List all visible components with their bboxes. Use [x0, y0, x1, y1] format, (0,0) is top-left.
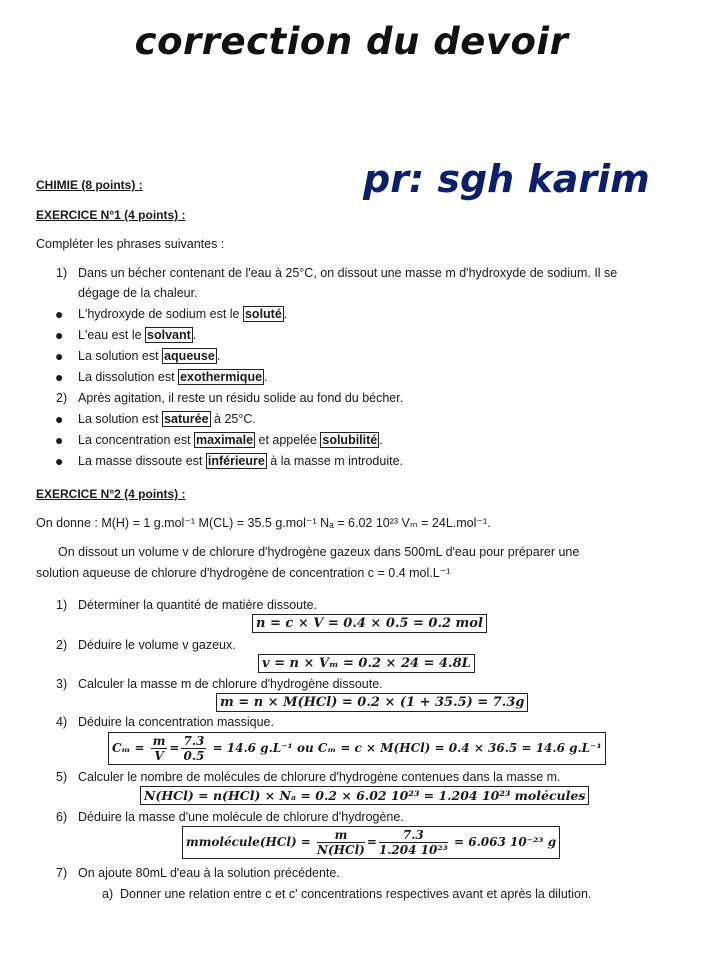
ex2-q7a: a) Donner une relation entre c et c' concentrations respectives avant et après la dilution.: [102, 887, 592, 901]
list-item: ● La solution est aqueuse .: [55, 348, 221, 364]
q-number: 6): [56, 810, 68, 824]
fraction: $\frac{7.3}{\text{1.204 10²³}}$: [378, 828, 448, 857]
answer-box: aqueuse: [164, 349, 215, 363]
answer-formula: v = n × Vₘ = 0.2 × 24 = 4.8L: [258, 654, 475, 673]
ex2-q7: 7) On ajoute 80mL d'eau à la solution précédente.: [56, 866, 340, 880]
answer-formula: Cₘ = $\frac{m}{V}$ = $\frac{7.3}{0.5}$ = 14.6 g.L⁻¹ ou Cₘ = c × M(HCl) = 0.4 × 36.5 = 14.6 g.L⁻¹: [108, 732, 606, 765]
answer-box: solvant: [147, 328, 191, 342]
answer-formula: N(HCl) = n(HCl) × Nₐ = 0.2 × 6.02 10²³ = 1.204 10²³ molécules: [140, 786, 589, 805]
list-item: ● L'eau est le solvant .: [55, 327, 197, 343]
ex1-header: EXERCICE N°1 (4 points) :: [36, 208, 186, 222]
ex2-para1: On dissout un volume v de chlorure d'hydrogène gazeux dans 500mL d'eau pour préparer une: [58, 545, 580, 559]
ex2-q5: 5) Calculer le nombre de molécules de chlorure d'hydrogène contenues dans la masse m.: [56, 770, 561, 784]
page-title: correction du devoir: [134, 20, 569, 63]
list-item: ● La solution est saturée à 25°C.: [55, 411, 256, 427]
ex2-q3: 3) Calculer la masse m de chlorure d'hydrogène dissoute.: [56, 677, 383, 691]
q-number: 1): [56, 266, 68, 280]
answer-box: inférieure: [207, 454, 265, 468]
q-number: 2): [56, 391, 68, 405]
answer-box: exothermique: [180, 370, 263, 384]
bullet-icon: ●: [55, 327, 64, 343]
answer-formula: mmolécule(HCl) = $\frac{m}{\text{N(HCl)}}$ = $\frac{7.3}{\text{1.204 10²³}}$ = 6.063 10⁻²³ g: [182, 826, 560, 859]
ex2-q6: 6) Déduire la masse d'une molécule de chlorure d'hydrogène.: [56, 810, 404, 824]
q-number: 4): [56, 715, 68, 729]
ex2-q1: 1) Déterminer la quantité de matière dissoute.: [56, 598, 318, 612]
ex2-header: EXERCICE N°2 (4 points) :: [36, 487, 186, 501]
list-item: ● La masse dissoute est inférieure à la masse m introduite.: [55, 453, 403, 469]
q-letter: a): [102, 887, 114, 901]
answer-box: saturée: [164, 412, 209, 426]
q-number: 5): [56, 770, 68, 784]
answer-formula: m = n × M(HCl) = 0.2 × (1 + 35.5) = 7.3g: [216, 693, 528, 712]
answer-box: solubilité: [322, 433, 378, 447]
fraction: $\frac{m}{V}$: [152, 734, 166, 763]
bullet-icon: ●: [55, 411, 64, 427]
ex2-q2: 2) Déduire le volume v gazeux.: [56, 638, 236, 652]
q-number: 1): [56, 598, 68, 612]
ex1-q1: 1) Dans un bécher contenant de l'eau à 25°C, on dissout une masse m d'hydroxyde de sodium. Il se: [56, 266, 618, 280]
list-item: ● La concentration est maximale et appelée solubilité .: [55, 432, 383, 448]
bullet-icon: ●: [55, 453, 64, 469]
chimie-header: CHIMIE (8 points) :: [36, 178, 143, 192]
ex2-given: On donne : M(H) = 1 g.mol⁻¹ M(CL) = 35.5 g.mol⁻¹ Nₐ = 6.02 10²³ Vₘ = 24L.mol⁻¹.: [36, 516, 491, 530]
ex2-para2: solution aqueuse de chlorure d'hydrogène de concentration c = 0.4 mol.L⁻¹: [36, 566, 451, 580]
list-item: ● La dissolution est exothermique .: [55, 369, 268, 385]
bullet-icon: ●: [55, 369, 64, 385]
author-name: pr: sgh karim: [363, 157, 650, 201]
bullet-icon: ●: [55, 432, 64, 448]
fraction: $\frac{m}{\text{N(HCl)}}$: [317, 828, 365, 857]
answer-formula: n = c × V = 0.4 × 0.5 = 0.2 mol: [252, 614, 487, 633]
ex1-q1-cont: dégage de la chaleur.: [78, 286, 198, 300]
ex1-q2: 2) Après agitation, il reste un résidu solide au fond du bécher.: [56, 391, 404, 405]
ex1-intro: Compléter les phrases suivantes :: [36, 237, 225, 251]
fraction: $\frac{7.3}{0.5}$: [183, 734, 205, 763]
q-number: 7): [56, 866, 68, 880]
ex2-q4: 4) Déduire la concentration massique.: [56, 715, 274, 729]
q-number: 3): [56, 677, 68, 691]
q-number: 2): [56, 638, 68, 652]
answer-box: soluté: [244, 307, 282, 321]
bullet-icon: ●: [55, 306, 64, 322]
list-item: ● L'hydroxyde de sodium est le soluté .: [55, 306, 288, 322]
bullet-icon: ●: [55, 348, 64, 364]
answer-box: maximale: [196, 433, 254, 447]
